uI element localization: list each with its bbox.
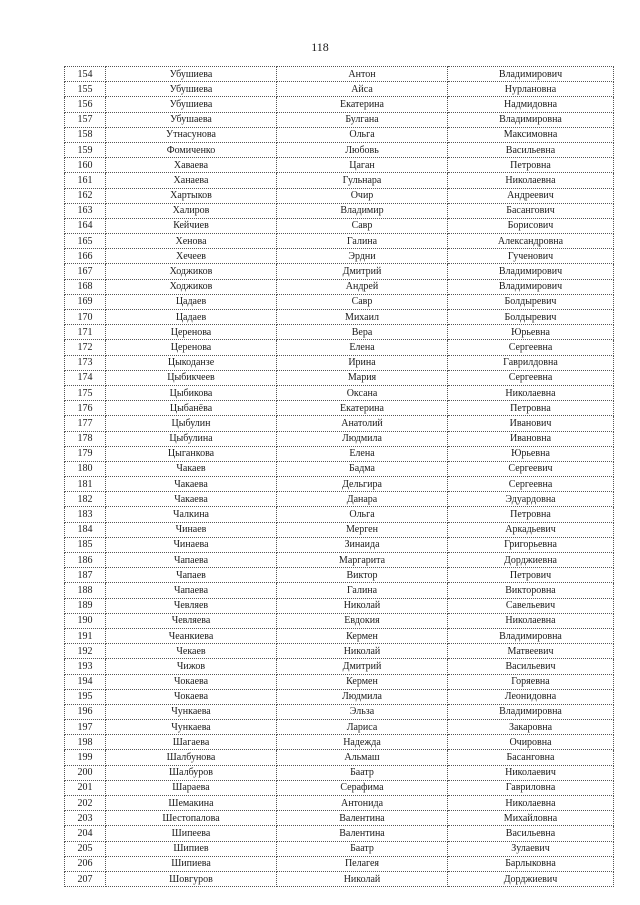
table-row: [65, 340, 614, 355]
first-name-cell: Дмитрий: [277, 264, 448, 279]
table-row: [65, 613, 614, 628]
first-name-cell: Николай: [277, 598, 448, 613]
last-name-cell: Убушиева: [106, 97, 277, 112]
table-row: [65, 553, 614, 568]
patronymic-cell: Николаевич: [448, 765, 614, 780]
last-name-cell: Шараева: [106, 780, 277, 795]
table-row: [65, 507, 614, 522]
last-name-cell: Кейчиев: [106, 218, 277, 233]
table-row: [65, 537, 614, 552]
last-name-cell: Цыкоданзе: [106, 355, 277, 370]
last-name-cell: Шипеева: [106, 826, 277, 841]
last-name-cell: Цыбанёва: [106, 401, 277, 416]
row-number-cell: 154: [65, 67, 106, 82]
row-number-cell: 192: [65, 644, 106, 659]
patronymic-cell: Сергеевич: [448, 461, 614, 476]
first-name-cell: Николай: [277, 871, 448, 886]
patronymic-cell: Гаврилдовна: [448, 355, 614, 370]
table-row: [65, 628, 614, 643]
first-name-cell: Булгана: [277, 112, 448, 127]
last-name-cell: Чевляев: [106, 598, 277, 613]
last-name-cell: Чапаева: [106, 553, 277, 568]
last-name-cell: Цыбикова: [106, 385, 277, 400]
last-name-cell: Фомиченко: [106, 142, 277, 157]
table-row: [65, 82, 614, 97]
patronymic-cell: Николаевна: [448, 173, 614, 188]
first-name-cell: Андрей: [277, 279, 448, 294]
first-name-cell: Галина: [277, 234, 448, 249]
patronymic-cell: Владимировна: [448, 628, 614, 643]
first-name-cell: Людмила: [277, 431, 448, 446]
patronymic-cell: Сергеевна: [448, 340, 614, 355]
row-number-cell: 196: [65, 704, 106, 719]
row-number-cell: 170: [65, 310, 106, 325]
last-name-cell: Шипиева: [106, 856, 277, 871]
first-name-cell: Михаил: [277, 310, 448, 325]
patronymic-cell: Николаевна: [448, 796, 614, 811]
row-number-cell: 163: [65, 203, 106, 218]
patronymic-cell: Сергеевна: [448, 477, 614, 492]
patronymic-cell: Очировна: [448, 735, 614, 750]
first-name-cell: Екатерина: [277, 97, 448, 112]
first-name-cell: Очир: [277, 188, 448, 203]
row-number-cell: 175: [65, 385, 106, 400]
last-name-cell: Чокаева: [106, 689, 277, 704]
last-name-cell: Чижов: [106, 659, 277, 674]
patronymic-cell: Григорьевна: [448, 537, 614, 552]
table-row: [65, 401, 614, 416]
patronymic-cell: Басангович: [448, 203, 614, 218]
table-row: [65, 659, 614, 674]
table-row: [65, 203, 614, 218]
last-name-cell: Ходжиков: [106, 279, 277, 294]
first-name-cell: Альмаш: [277, 750, 448, 765]
table-row: [65, 127, 614, 142]
table-row: [65, 461, 614, 476]
first-name-cell: Николай: [277, 644, 448, 659]
first-name-cell: Кермен: [277, 674, 448, 689]
table-row: [65, 780, 614, 795]
first-name-cell: Эрдни: [277, 249, 448, 264]
table-row: [65, 310, 614, 325]
row-number-cell: 180: [65, 461, 106, 476]
table-row: [65, 871, 614, 886]
last-name-cell: Утнасунова: [106, 127, 277, 142]
table-row: [65, 67, 614, 82]
first-name-cell: Любовь: [277, 142, 448, 157]
patronymic-cell: Николаевна: [448, 613, 614, 628]
first-name-cell: Антон: [277, 67, 448, 82]
table-row: [65, 355, 614, 370]
last-name-cell: Церенова: [106, 340, 277, 355]
last-name-cell: Цадаев: [106, 294, 277, 309]
row-number-cell: 172: [65, 340, 106, 355]
first-name-cell: Владимир: [277, 203, 448, 218]
table-row: [65, 811, 614, 826]
first-name-cell: Зинаида: [277, 537, 448, 552]
row-number-cell: 201: [65, 780, 106, 795]
row-number-cell: 158: [65, 127, 106, 142]
first-name-cell: Валентина: [277, 811, 448, 826]
last-name-cell: Хечеев: [106, 249, 277, 264]
patronymic-cell: Сергеевна: [448, 370, 614, 385]
table-row: [65, 294, 614, 309]
last-name-cell: Цыбулин: [106, 416, 277, 431]
patronymic-cell: Владимирович: [448, 67, 614, 82]
row-number-cell: 159: [65, 142, 106, 157]
patronymic-cell: Михайловна: [448, 811, 614, 826]
row-number-cell: 203: [65, 811, 106, 826]
first-name-cell: Людмила: [277, 689, 448, 704]
last-name-cell: Шемакина: [106, 796, 277, 811]
last-name-cell: Чевляева: [106, 613, 277, 628]
patronymic-cell: Савельевич: [448, 598, 614, 613]
row-number-cell: 181: [65, 477, 106, 492]
last-name-cell: Шалбуров: [106, 765, 277, 780]
table-row: [65, 704, 614, 719]
patronymic-cell: Петровна: [448, 507, 614, 522]
row-number-cell: 169: [65, 294, 106, 309]
row-number-cell: 182: [65, 492, 106, 507]
table-row: [65, 826, 614, 841]
row-number-cell: 165: [65, 234, 106, 249]
patronymic-cell: Максимовна: [448, 127, 614, 142]
last-name-cell: Чункаева: [106, 704, 277, 719]
first-name-cell: Надежда: [277, 735, 448, 750]
roster-body: [65, 67, 614, 887]
first-name-cell: Ирина: [277, 355, 448, 370]
table-row: [65, 264, 614, 279]
roster-table: [64, 66, 614, 887]
row-number-cell: 160: [65, 158, 106, 173]
table-row: [65, 522, 614, 537]
first-name-cell: Савр: [277, 218, 448, 233]
table-row: [65, 158, 614, 173]
last-name-cell: Чокаева: [106, 674, 277, 689]
first-name-cell: Савр: [277, 294, 448, 309]
table-row: [65, 173, 614, 188]
first-name-cell: Антонида: [277, 796, 448, 811]
patronymic-cell: Надмидовна: [448, 97, 614, 112]
first-name-cell: Лариса: [277, 720, 448, 735]
first-name-cell: Кермен: [277, 628, 448, 643]
last-name-cell: Чапаева: [106, 583, 277, 598]
patronymic-cell: Юрьевна: [448, 446, 614, 461]
last-name-cell: Хаваева: [106, 158, 277, 173]
table-row: [65, 568, 614, 583]
row-number-cell: 171: [65, 325, 106, 340]
patronymic-cell: Иванович: [448, 416, 614, 431]
last-name-cell: Ходжиков: [106, 264, 277, 279]
row-number-cell: 157: [65, 112, 106, 127]
first-name-cell: Айса: [277, 82, 448, 97]
last-name-cell: Хенова: [106, 234, 277, 249]
patronymic-cell: Васильевна: [448, 142, 614, 157]
table-row: [65, 218, 614, 233]
table-row: [65, 689, 614, 704]
patronymic-cell: Зулаевич: [448, 841, 614, 856]
last-name-cell: Церенова: [106, 325, 277, 340]
first-name-cell: Вера: [277, 325, 448, 340]
row-number-cell: 198: [65, 735, 106, 750]
first-name-cell: Галина: [277, 583, 448, 598]
table-row: [65, 856, 614, 871]
row-number-cell: 167: [65, 264, 106, 279]
table-row: [65, 279, 614, 294]
first-name-cell: Мерген: [277, 522, 448, 537]
last-name-cell: Цыганкова: [106, 446, 277, 461]
row-number-cell: 197: [65, 720, 106, 735]
first-name-cell: Цаган: [277, 158, 448, 173]
row-number-cell: 177: [65, 416, 106, 431]
last-name-cell: Цыбулина: [106, 431, 277, 446]
patronymic-cell: Болдыревич: [448, 294, 614, 309]
patronymic-cell: Горяевна: [448, 674, 614, 689]
patronymic-cell: Борисович: [448, 218, 614, 233]
row-number-cell: 162: [65, 188, 106, 203]
row-number-cell: 164: [65, 218, 106, 233]
patronymic-cell: Васильевич: [448, 659, 614, 674]
patronymic-cell: Гученович: [448, 249, 614, 264]
last-name-cell: Халиров: [106, 203, 277, 218]
last-name-cell: Чакаева: [106, 492, 277, 507]
table-row: [65, 385, 614, 400]
first-name-cell: Дельгира: [277, 477, 448, 492]
last-name-cell: Убушаева: [106, 112, 277, 127]
first-name-cell: Баатр: [277, 841, 448, 856]
patronymic-cell: Васильевна: [448, 826, 614, 841]
first-name-cell: Ольга: [277, 127, 448, 142]
row-number-cell: 173: [65, 355, 106, 370]
row-number-cell: 186: [65, 553, 106, 568]
patronymic-cell: Барлыковна: [448, 856, 614, 871]
table-row: [65, 492, 614, 507]
patronymic-cell: Дорджиевич: [448, 871, 614, 886]
table-row: [65, 97, 614, 112]
first-name-cell: Оксана: [277, 385, 448, 400]
table-row: [65, 188, 614, 203]
table-row: [65, 477, 614, 492]
first-name-cell: Елена: [277, 446, 448, 461]
first-name-cell: Елена: [277, 340, 448, 355]
patronymic-cell: Леонидовна: [448, 689, 614, 704]
table-row: [65, 796, 614, 811]
last-name-cell: Шипиев: [106, 841, 277, 856]
first-name-cell: Пелагея: [277, 856, 448, 871]
patronymic-cell: Нурлановна: [448, 82, 614, 97]
patronymic-cell: Дорджиевна: [448, 553, 614, 568]
first-name-cell: Серафима: [277, 780, 448, 795]
patronymic-cell: Эдуардовна: [448, 492, 614, 507]
table-row: [65, 431, 614, 446]
table-row: [65, 750, 614, 765]
table-row: [65, 112, 614, 127]
row-number-cell: 176: [65, 401, 106, 416]
row-number-cell: 195: [65, 689, 106, 704]
row-number-cell: 202: [65, 796, 106, 811]
last-name-cell: Хартыков: [106, 188, 277, 203]
table-row: [65, 446, 614, 461]
patronymic-cell: Басанговна: [448, 750, 614, 765]
row-number-cell: 166: [65, 249, 106, 264]
row-number-cell: 161: [65, 173, 106, 188]
last-name-cell: Убушиева: [106, 67, 277, 82]
patronymic-cell: Юрьевна: [448, 325, 614, 340]
row-number-cell: 179: [65, 446, 106, 461]
table-row: [65, 142, 614, 157]
table-row: [65, 720, 614, 735]
first-name-cell: Валентина: [277, 826, 448, 841]
table-row: [65, 416, 614, 431]
row-number-cell: 191: [65, 628, 106, 643]
last-name-cell: Шовгуров: [106, 871, 277, 886]
last-name-cell: Чалкина: [106, 507, 277, 522]
last-name-cell: Шалбунова: [106, 750, 277, 765]
table-row: [65, 644, 614, 659]
first-name-cell: Бадма: [277, 461, 448, 476]
patronymic-cell: Андреевич: [448, 188, 614, 203]
last-name-cell: Чекаев: [106, 644, 277, 659]
last-name-cell: Чакаева: [106, 477, 277, 492]
first-name-cell: Виктор: [277, 568, 448, 583]
table-row: [65, 234, 614, 249]
table-row: [65, 325, 614, 340]
row-number-cell: 194: [65, 674, 106, 689]
patronymic-cell: Гавриловна: [448, 780, 614, 795]
patronymic-cell: Владимировна: [448, 704, 614, 719]
row-number-cell: 155: [65, 82, 106, 97]
patronymic-cell: Ивановна: [448, 431, 614, 446]
row-number-cell: 156: [65, 97, 106, 112]
row-number-cell: 185: [65, 537, 106, 552]
row-number-cell: 200: [65, 765, 106, 780]
patronymic-cell: Викторовна: [448, 583, 614, 598]
table-row: [65, 583, 614, 598]
row-number-cell: 193: [65, 659, 106, 674]
patronymic-cell: Владимирович: [448, 279, 614, 294]
last-name-cell: Убушиева: [106, 82, 277, 97]
last-name-cell: Чинаев: [106, 522, 277, 537]
patronymic-cell: Петрович: [448, 568, 614, 583]
table-row: [65, 674, 614, 689]
last-name-cell: Чакаев: [106, 461, 277, 476]
first-name-cell: Баатр: [277, 765, 448, 780]
row-number-cell: 199: [65, 750, 106, 765]
first-name-cell: Дмитрий: [277, 659, 448, 674]
patronymic-cell: Николаевна: [448, 385, 614, 400]
first-name-cell: Анатолий: [277, 416, 448, 431]
first-name-cell: Мария: [277, 370, 448, 385]
last-name-cell: Цыбикчеев: [106, 370, 277, 385]
row-number-cell: 184: [65, 522, 106, 537]
last-name-cell: Чеанкиева: [106, 628, 277, 643]
row-number-cell: 174: [65, 370, 106, 385]
patronymic-cell: Александровна: [448, 234, 614, 249]
row-number-cell: 189: [65, 598, 106, 613]
row-number-cell: 187: [65, 568, 106, 583]
patronymic-cell: Владимирович: [448, 264, 614, 279]
table-row: [65, 370, 614, 385]
row-number-cell: 205: [65, 841, 106, 856]
patronymic-cell: Болдыревич: [448, 310, 614, 325]
last-name-cell: Шестопалова: [106, 811, 277, 826]
table-row: [65, 735, 614, 750]
row-number-cell: 204: [65, 826, 106, 841]
patronymic-cell: Петровна: [448, 158, 614, 173]
first-name-cell: Екатерина: [277, 401, 448, 416]
row-number-cell: 206: [65, 856, 106, 871]
patronymic-cell: Петровна: [448, 401, 614, 416]
page-number: 118: [311, 40, 329, 54]
first-name-cell: Ольга: [277, 507, 448, 522]
table-row: [65, 841, 614, 856]
patronymic-cell: Матвеевич: [448, 644, 614, 659]
last-name-cell: Чункаева: [106, 720, 277, 735]
row-number-cell: 183: [65, 507, 106, 522]
patronymic-cell: Владимировна: [448, 112, 614, 127]
first-name-cell: Евдокия: [277, 613, 448, 628]
last-name-cell: Цадаев: [106, 310, 277, 325]
patronymic-cell: Аркадьевич: [448, 522, 614, 537]
first-name-cell: Гульнара: [277, 173, 448, 188]
row-number-cell: 207: [65, 871, 106, 886]
row-number-cell: 178: [65, 431, 106, 446]
table-row: [65, 249, 614, 264]
last-name-cell: Шагаева: [106, 735, 277, 750]
patronymic-cell: Закаровна: [448, 720, 614, 735]
table-row: [65, 765, 614, 780]
first-name-cell: Эльза: [277, 704, 448, 719]
row-number-cell: 188: [65, 583, 106, 598]
last-name-cell: Ханаева: [106, 173, 277, 188]
row-number-cell: 168: [65, 279, 106, 294]
last-name-cell: Чапаев: [106, 568, 277, 583]
last-name-cell: Чинаева: [106, 537, 277, 552]
table-row: [65, 598, 614, 613]
row-number-cell: 190: [65, 613, 106, 628]
first-name-cell: Маргарита: [277, 553, 448, 568]
first-name-cell: Данара: [277, 492, 448, 507]
